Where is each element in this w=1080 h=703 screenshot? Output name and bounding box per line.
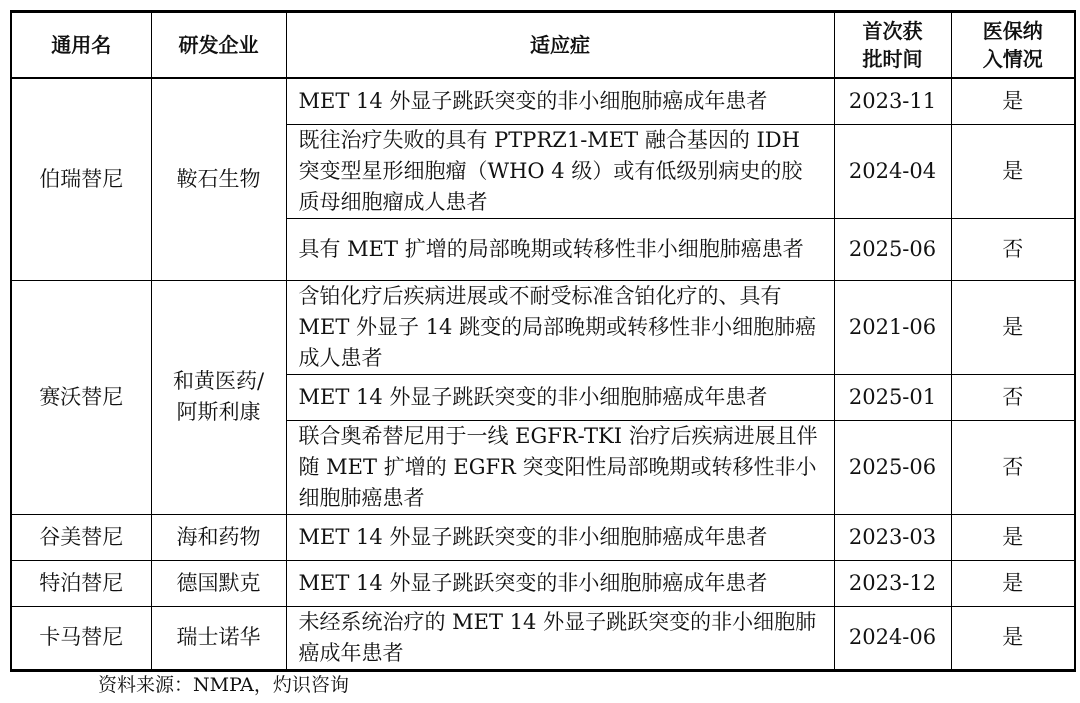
header-indication: 适应症 (286, 12, 834, 79)
indication-cell: MET 14 外显子跳跃突变的非小细胞肺癌成年患者 (286, 374, 834, 420)
approval-date: 2024-04 (834, 124, 951, 218)
indication-cell: MET 14 外显子跳跃突变的非小细胞肺癌成年患者 (286, 514, 834, 560)
insurance-status: 否 (951, 374, 1075, 420)
approval-date: 2025-01 (834, 374, 951, 420)
indication-cell: 既往治疗失败的具有 PTPRZ1-MET 融合基因的 IDH 突变型星形细胞瘤（WHO 4 级）或有低级别病史的胶质母细胞瘤成人患者 (286, 124, 834, 218)
indication-cell: 具有 MET 扩增的局部晚期或转移性非小细胞肺癌患者 (286, 218, 834, 280)
approval-date: 2024-06 (834, 606, 951, 670)
header-approval: 首次获批时间 (834, 12, 951, 79)
indication-cell: MET 14 外显子跳跃突变的非小细胞肺癌成年患者 (286, 78, 834, 124)
company-name: 瑞士诺华 (151, 606, 286, 670)
drug-name: 卡马替尼 (11, 606, 151, 670)
company-name: 海和药物 (151, 514, 286, 560)
insurance-status: 是 (951, 280, 1075, 374)
insurance-status: 是 (951, 124, 1075, 218)
table-row (11, 78, 1075, 124)
approval-date: 2021-06 (834, 280, 951, 374)
table-row (11, 560, 1075, 606)
approval-date: 2023-12 (834, 560, 951, 606)
company-name: 鞍石生物 (151, 78, 286, 280)
indication-cell: 含铂化疗后疾病进展或不耐受标准含铂化疗的、具有 MET 外显子 14 跳变的局部晚期或转移性非小细胞肺癌成人患者 (286, 280, 834, 374)
header-insurance: 医保纳入情况 (951, 12, 1075, 79)
table-row (11, 280, 1075, 374)
indication-cell: 联合奥希替尼用于一线 EGFR-TKI 治疗后疾病进展且伴随 MET 扩增的 EGFR 突变阳性局部晚期或转移性非小细胞肺癌患者 (286, 420, 834, 514)
drug-name: 特泊替尼 (11, 560, 151, 606)
drug-name: 赛沃替尼 (11, 280, 151, 514)
source-note: 资料来源：NMPA，灼识咨询 (98, 674, 349, 696)
header-name: 通用名 (11, 12, 151, 79)
approval-date: 2023-03 (834, 514, 951, 560)
indication-cell: MET 14 外显子跳跃突变的非小细胞肺癌成年患者 (286, 560, 834, 606)
header-row (11, 12, 1075, 79)
approval-date: 2023-11 (834, 78, 951, 124)
insurance-status: 是 (951, 514, 1075, 560)
insurance-status: 是 (951, 606, 1075, 670)
indication-cell: 未经系统治疗的 MET 14 外显子跳跃突变的非小细胞肺癌成年患者 (286, 606, 834, 670)
approval-date: 2025-06 (834, 420, 951, 514)
insurance-status: 是 (951, 78, 1075, 124)
table-row (11, 606, 1075, 670)
insurance-status: 否 (951, 218, 1075, 280)
company-name: 德国默克 (151, 560, 286, 606)
header-company: 研发企业 (151, 12, 286, 79)
insurance-status: 是 (951, 560, 1075, 606)
drug-name: 伯瑞替尼 (11, 78, 151, 280)
drug-table (10, 10, 1076, 672)
insurance-status: 否 (951, 420, 1075, 514)
company-name: 和黄医药/阿斯利康 (151, 280, 286, 514)
drug-name: 谷美替尼 (11, 514, 151, 560)
table-row (11, 514, 1075, 560)
approval-date: 2025-06 (834, 218, 951, 280)
